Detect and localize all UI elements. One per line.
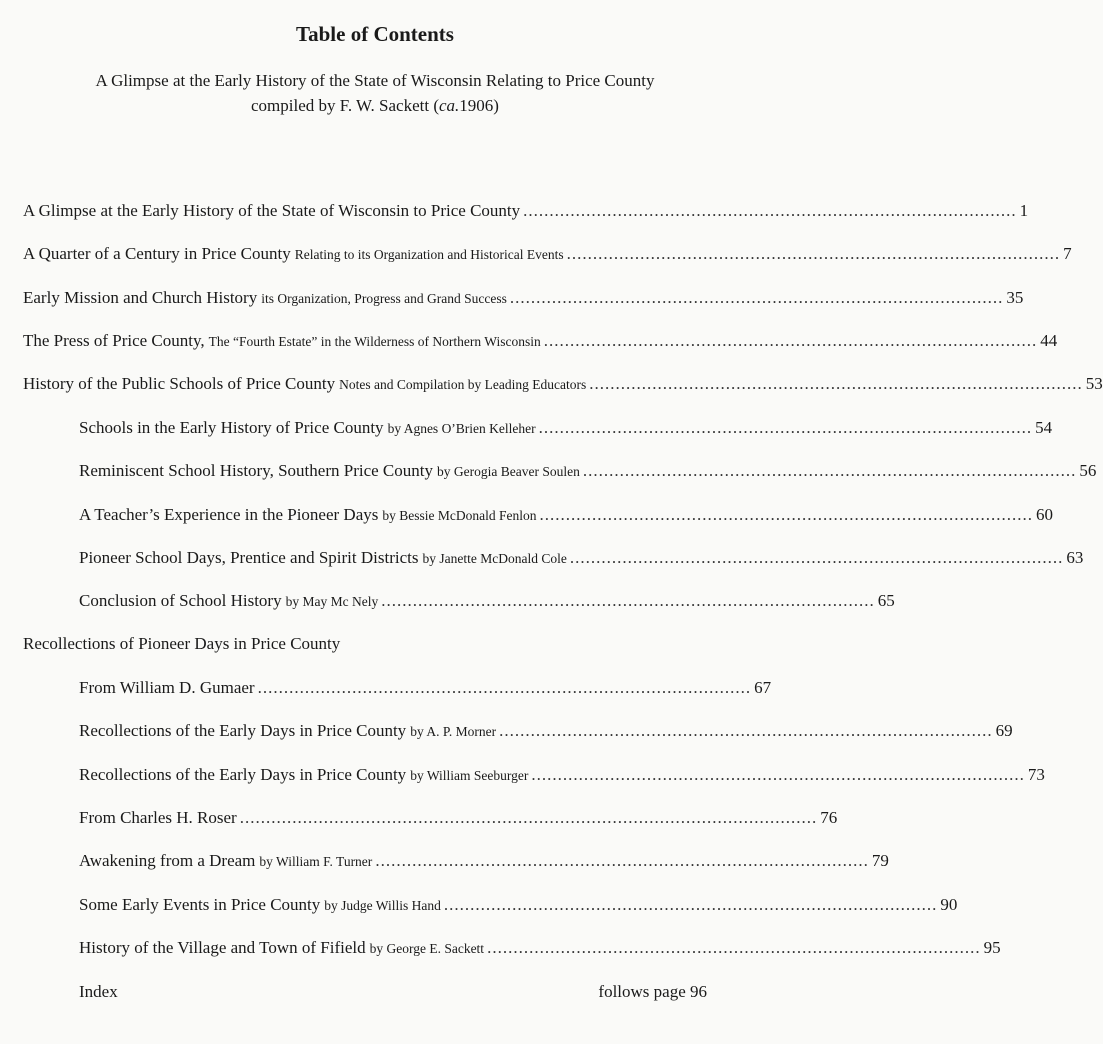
entry-page: 73 [1027, 765, 1045, 784]
entry-page: 35 [1006, 288, 1024, 307]
entry-title: Index [79, 982, 118, 1001]
entry-subtitle: its Organization, Progress and Grand Success [261, 291, 507, 306]
toc-entry [79, 894, 958, 917]
toc-entry [79, 850, 889, 873]
entry-title: Recollections of Pioneer Days in Price County [23, 634, 341, 653]
entry-subtitle: by Gerogia Beaver Soulen [436, 464, 580, 479]
entry-title: Recollections of the Early Days in Price County [79, 765, 407, 784]
toc-entry [23, 200, 1029, 222]
entry-subtitle: by Agnes O’Brien Kelleher [387, 421, 536, 436]
leader-dots: .............................................................................................. [375, 851, 869, 870]
toc-section-heading [23, 633, 707, 655]
leader-dots: .............................................................................................. [443, 895, 938, 914]
toc-entry [79, 807, 838, 829]
entry-page: 90 [940, 895, 958, 914]
subtitle-line-2 [0, 93, 750, 118]
entry-page: 95 [983, 938, 1001, 957]
entry-page: 1 [1019, 201, 1029, 220]
entry-title: Some Early Events in Price County [79, 895, 321, 914]
entry-title: From William D. Gumaer [79, 678, 255, 697]
entry-title: The Press of Price County, [23, 331, 205, 350]
entry-subtitle: by Janette McDonald Cole [422, 551, 567, 566]
entry-title: Early Mission and Church History [23, 288, 258, 307]
entry-title: Awakening from a Dream [79, 851, 256, 870]
leader-dots: .............................................................................................. [543, 331, 1038, 350]
entry-title: Schools in the Early History of Price County [79, 418, 384, 437]
subtitle-circa: ca. [439, 96, 460, 115]
entry-subtitle: Relating to its Organization and Historical Events [294, 247, 564, 262]
toc-entry [23, 287, 1024, 310]
toc-entry [23, 373, 1103, 396]
leader-dots: .............................................................................................. [523, 201, 1017, 220]
entry-title: History of the Village and Town of Fifield [79, 938, 366, 957]
entry-title: A Quarter of a Century in Price County [23, 244, 291, 263]
entry-title: A Teacher’s Experience in the Pioneer Days [79, 505, 379, 524]
toc-entry [23, 243, 1072, 266]
toc-entry [79, 937, 1001, 960]
toc-entry [79, 677, 772, 699]
leader-dots: .............................................................................................. [566, 244, 1061, 263]
toc-entry [23, 330, 1058, 353]
entry-title: Recollections of the Early Days in Price County [79, 721, 407, 740]
entry-page: 69 [995, 721, 1013, 740]
entry-page: 54 [1035, 418, 1053, 437]
entry-title: Pioneer School Days, Prentice and Spirit Districts [79, 548, 419, 567]
entry-subtitle: by A. P. Morner [410, 724, 497, 739]
entry-subtitle: by Bessie McDonald Fenlon [382, 508, 537, 523]
entry-page: 53 [1085, 374, 1103, 393]
leader-dots: .............................................................................................. [582, 461, 1077, 480]
entry-page: 56 [1079, 461, 1097, 480]
toc-entry [79, 590, 895, 613]
subtitle-compiled-by: compiled by F. W. Sackett ( [251, 96, 439, 115]
entry-page: 63 [1066, 548, 1084, 567]
entry-title: A Glimpse at the Early History of the State of Wisconsin to Price County [23, 201, 521, 220]
entry-page: 7 [1063, 244, 1072, 263]
entry-subtitle: Notes and Compilation by Leading Educators [339, 377, 587, 392]
entry-subtitle: by May Mc Nely [285, 594, 379, 609]
toc-entry [79, 720, 1013, 743]
entry-subtitle: by William Seeburger [410, 768, 529, 783]
toc-entry [79, 547, 1084, 570]
entry-subtitle: The “Fourth Estate” in the Wilderness of Northern Wisconsin [208, 334, 541, 349]
subtitle [0, 68, 750, 118]
leader-dots: .............................................................................................. [539, 505, 1033, 524]
entry-title: Reminiscent School History, Southern Price County [79, 461, 433, 480]
leader-dots: .............................................................................................. [257, 678, 752, 697]
entry-title: Conclusion of School History [79, 591, 282, 610]
toc-entry [79, 460, 1097, 483]
leader-dots: .............................................................................................. [381, 591, 875, 610]
leader-dots: .............................................................................................. [509, 288, 1004, 307]
toc-entry [79, 504, 1053, 527]
page-title: Table of Contents [296, 22, 454, 46]
entry-page: 44 [1040, 331, 1058, 350]
leader-dots: .............................................................................................. [589, 374, 1083, 393]
leader-dots: .............................................................................................. [499, 721, 993, 740]
leader-dots: .............................................................................................................. [239, 808, 818, 827]
subtitle-year: 1906) [459, 96, 499, 115]
toc-entry-index [79, 981, 707, 1003]
toc-entry [79, 417, 1053, 440]
entry-page: follows page 96 [598, 982, 707, 1001]
entry-title: History of the Public Schools of Price County [23, 374, 336, 393]
leader-dots: .............................................................................................. [531, 765, 1025, 784]
entry-subtitle: by George E. Sackett [369, 941, 485, 956]
leader-dots: .............................................................................................. [569, 548, 1064, 567]
subtitle-line-1: A Glimpse at the Early History of the State of Wisconsin Relating to Price County [95, 71, 655, 90]
entry-page: 79 [871, 851, 889, 870]
leader-dots: .............................................................................................. [487, 938, 981, 957]
entry-subtitle: by William F. Turner [259, 854, 373, 869]
entry-page: 76 [820, 808, 838, 827]
entry-subtitle: by Judge Willis Hand [324, 898, 441, 913]
entry-title: From Charles H. Roser [79, 808, 237, 827]
entry-page: 60 [1035, 505, 1053, 524]
entry-page: 67 [754, 678, 772, 697]
toc-entry [79, 764, 1045, 787]
leader-dots: .............................................................................................. [538, 418, 1033, 437]
entry-page: 65 [877, 591, 895, 610]
